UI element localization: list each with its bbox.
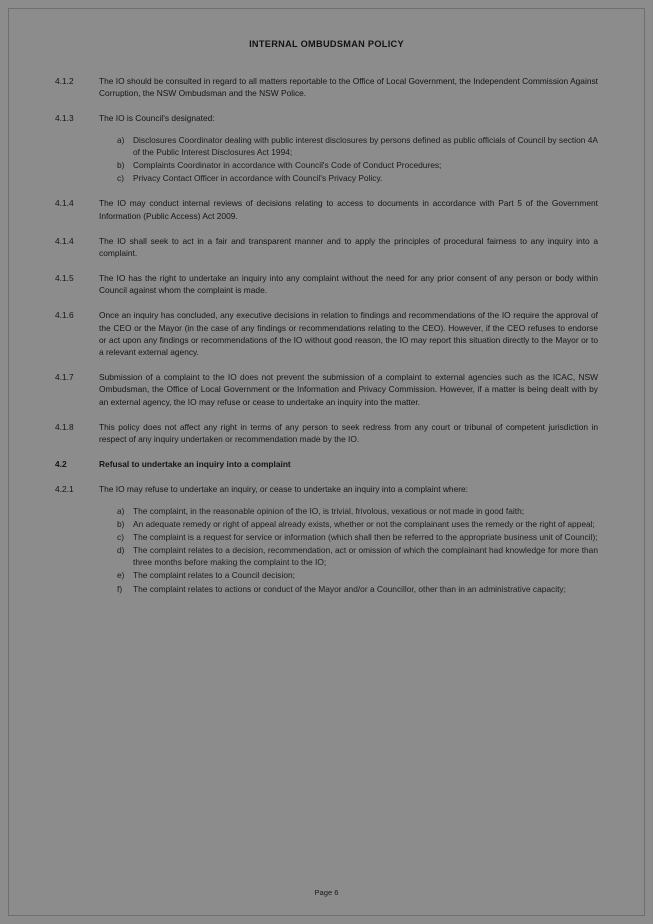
list-item [117,518,598,530]
clause-number: 4.1.2 [55,76,74,86]
list-item [117,505,598,517]
list-item-label: b) [117,518,125,529]
list-item [117,531,598,543]
clause-text: This policy does not affect any right in terms of any person to seek redress from any court or tribunal of competent jurisdiction in respect of any inquiry undertaken or recommendation made by the IO. [99,421,598,444]
list-item-text: Disclosures Coordinator dealing with public interest disclosures by persons defined as public officials of Council by section 4A of the Public Interest Disclosures Act 1994; [133,134,598,157]
clause-number: 4.1.4 [55,235,74,246]
list-item-label: b) [117,159,125,170]
clause-number: 4.2 [55,459,67,470]
list-item-text: Complaints Coordinator in accordance with Council's Code of Conduct Procedures; [133,159,442,170]
clause-text: The IO may refuse to undertake an inquiry, or cease to undertake an inquiry into a complaint where: [99,484,469,495]
clause-4-1-7 [55,371,598,408]
list-item-text: Privacy Contact Officer in accordance with Council's Privacy Policy. [133,173,383,184]
list-item [117,159,598,171]
page-sheet [8,8,645,916]
clause-number: 4.1.6 [55,310,74,321]
list-item [117,583,598,595]
clause-text: The IO has the right to undertake an inquiry into any complaint without the need for any prior consent of any person or body within Council against whom the complaint is made. [99,273,598,296]
clause-4-2-1 [55,483,598,495]
clause-text: The IO may conduct internal reviews of decisions relating to access to documents in accordance with Part 5 of the Government Information (Public Access) Act 2009. [99,198,598,221]
clause-number: 4.1.5 [55,273,74,284]
clause-number: 4.2.1 [55,484,74,495]
clause-text: Submission of a complaint to the IO does not prevent the submission of a complaint to external agencies such as the ICAC, NSW Ombudsman, the Office of Local Government or the Information and Privacy Commission. However, if a matter is being dealt with by an external agency, the IO may refuse or cease to undertake an inquiry into the matter. [99,372,598,407]
list-item [117,134,598,158]
list-item-label: c) [117,531,124,542]
clause-text: Once an inquiry has concluded, any executive decisions in relation to findings and recommendations of the IO require the approval of the CEO or the Mayor (in the case of any findings or recommendations relating to the CEO). However, if the CEO refuses to endorse or act upon any findings or recommendations of the IO without good reason, the IO may report this situation directly to the Mayor or to a relevant external agency. [99,310,598,357]
clause-text: The IO shall seek to act in a fair and transparent manner and to apply the principles of procedural fairness to any inquiry into a complaint. [99,235,598,258]
clause-text: The IO should be consulted in regard to all matters reportable to the Office of Local Government, the Independent Commission Against Corruption, the NSW Ombudsman and the NSW Police. [99,76,598,99]
list-item-text: The complaint, in the reasonable opinion of the IO, is trivial, frivolous, vexatious or not made in good faith; [133,505,525,516]
clause-4-2-1-sublist [117,505,598,595]
list-item [117,172,598,184]
clause-text: Refusal to undertake an inquiry into a complaint [99,459,291,470]
clause-4-1-8 [55,421,598,445]
clause-4-1-4-a [55,197,598,221]
clause-4-1-5 [55,272,598,296]
clause-4-1-2 [55,75,598,99]
list-item-label: a) [117,134,125,145]
list-item-label: f) [117,583,123,594]
clause-4-1-3-sublist [117,134,598,185]
clause-number: 4.1.8 [55,421,74,432]
clause-number: 4.1.4 [55,198,74,209]
clause-4-2-heading [55,458,598,470]
page-content [55,39,598,897]
list-item-label: e) [117,570,125,581]
clause-text: The IO is Council's designated: [99,113,215,124]
list-item-text: The complaint relates to a decision, recommendation, act or omission of which the complainant had knowledge for more than three months before making the complaint to the IO; [133,545,598,568]
list-item-text: The complaint relates to a Council decision; [133,570,295,581]
list-item-text: The complaint relates to actions or conduct of the Mayor and/or a Councillor, other than in an administrative capacity; [133,583,566,594]
list-item-text: The complaint is a request for service or information (which shall then be referred to the appropriate business unit of Council); [133,531,598,542]
page-footer: Page 6 [314,888,339,897]
page-title: INTERNAL OMBUDSMAN POLICY [249,39,404,49]
clause-4-1-3 [55,112,598,124]
list-item [117,569,598,581]
clause-number: 4.1.7 [55,372,74,383]
list-item [117,544,598,568]
list-item-label: c) [117,173,124,184]
clause-4-1-4-b [55,235,598,259]
clause-number: 4.1.3 [55,113,74,124]
list-item-text: An adequate remedy or right of appeal already exists, whether or not the complainant uses the remedy or the right of appeal; [133,518,595,529]
list-item-label: a) [117,505,125,516]
clause-4-1-6 [55,309,598,358]
list-item-label: d) [117,545,125,556]
